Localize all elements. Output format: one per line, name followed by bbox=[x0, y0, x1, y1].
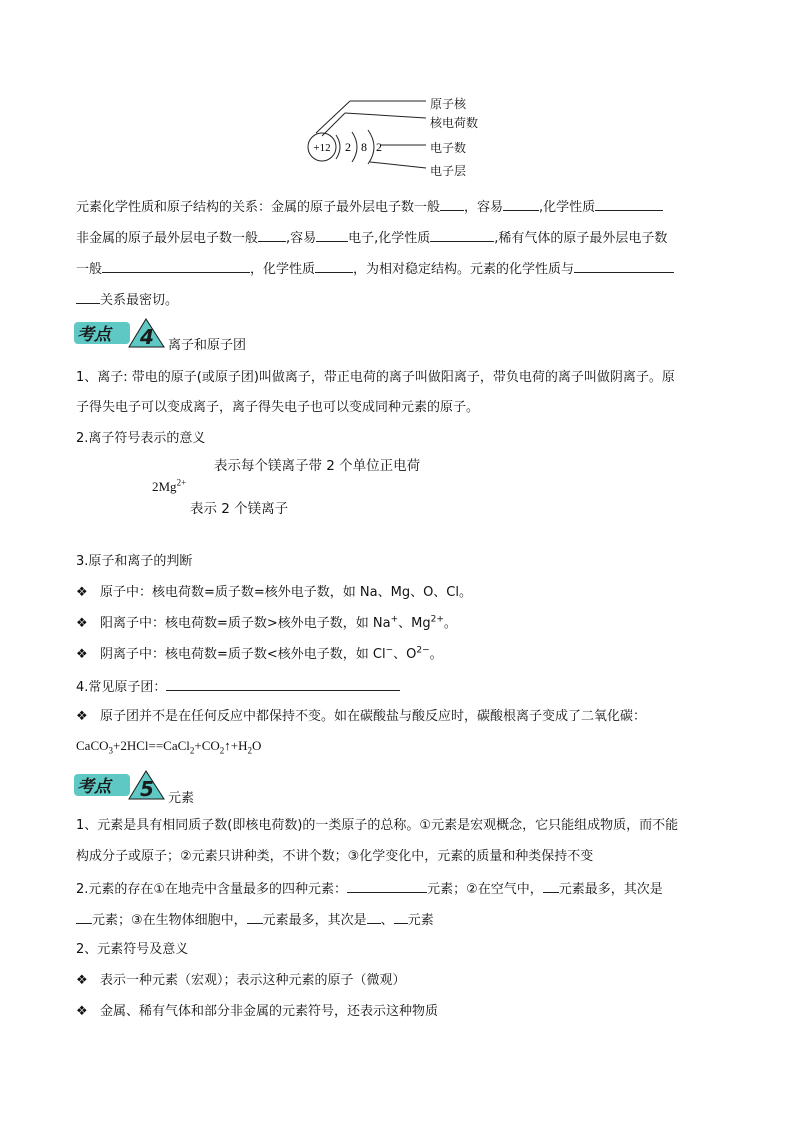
ion-symbol: $2Mg^{2+}$ bbox=[152, 477, 187, 494]
diamond-bullet-icon: ❖ bbox=[76, 709, 88, 724]
fill-blank[interactable] bbox=[367, 911, 381, 924]
ion-meaning-charge: 表示每个镁离子带 2 个单位正电荷 bbox=[214, 458, 421, 474]
label-electron-count: 电子数 bbox=[430, 141, 467, 155]
label-nuclear-charge: 核电荷数 bbox=[430, 116, 479, 130]
fill-blank[interactable] bbox=[574, 260, 674, 273]
kaodian-4-badge bbox=[74, 318, 166, 348]
diamond-bullet-icon: ❖ bbox=[76, 647, 88, 662]
chemical-equation: $CaCO_3+2HCl==CaCl_2+CO_2↑+H_2O$ bbox=[76, 738, 262, 756]
diamond-bullet-icon: ❖ bbox=[76, 585, 88, 600]
kp5-paragraph-2b: 元素；③在生物体细胞中， 元素最多，其次是 、 元素 bbox=[76, 911, 434, 929]
kp4-heading-4: 4.常见原子团： bbox=[76, 678, 400, 696]
kp4-paragraph-1a: 1、离子: 带电的原子(或原子团)叫做离子，带正电荷的离子叫做阳离子，带负电荷的离子叫做阴离子。原 bbox=[76, 370, 675, 385]
fill-blank[interactable] bbox=[595, 198, 663, 211]
kp5-paragraph-2a: 2.元素的存在①在地壳中含量最多的四种元素： 元素；②在空气中， 元素最多，其次是 bbox=[76, 882, 663, 897]
fill-blank[interactable] bbox=[76, 911, 92, 924]
ion-meaning-count: 表示 2 个镁离子 bbox=[190, 501, 289, 517]
fill-blank[interactable] bbox=[258, 229, 286, 242]
fill-blank[interactable] bbox=[440, 198, 464, 211]
fill-blank[interactable] bbox=[503, 198, 539, 211]
kp4-heading-3: 3.原子和离子的判断 bbox=[76, 554, 193, 569]
svg-text:4: 4 bbox=[140, 325, 154, 348]
kp4-paragraph-1b: 子得失电子可以变成离子，离子得失电子也可以变成同种元素的原子。 bbox=[76, 400, 480, 415]
kp4-bullet-cation: ❖ 阳离子中：核电荷数=质子数>核外电子数，如 Na+、$Mg^{2+}$。 bbox=[76, 614, 457, 631]
kp4-bullet-atom: ❖ 原子中：核电荷数=质子数=核外电子数，如 Na、Mg、O、Cl。 bbox=[76, 585, 472, 600]
kp5-title: 元素 bbox=[168, 791, 195, 806]
relation-line-1: 元素化学性质和原子结构的关系：金属的原子最外层电子数一般 ，容易 ,化学性质 bbox=[76, 198, 663, 216]
kp4-bullet-group: ❖ 原子团并不是在任何反应中都保持不变。如在碳酸盐与酸反应时，碳酸根离子变成了二氧化碳： bbox=[76, 709, 647, 724]
relation-line-2: 非金属的原子最外层电子数一般 ,容易 电子,化学性质 ,稀有气体的原子最外层电子数 bbox=[76, 231, 668, 246]
fill-blank[interactable] bbox=[102, 260, 250, 273]
relation-line-3: 一般 ，化学性质 ，为相对稳定结构。元素的化学性质与 bbox=[76, 260, 674, 278]
shell-count-3: 2 bbox=[376, 140, 382, 154]
fill-blank[interactable] bbox=[247, 911, 263, 924]
atom-structure-diagram bbox=[300, 90, 500, 180]
svg-text:考点: 考点 bbox=[77, 777, 111, 797]
fill-blank[interactable] bbox=[316, 229, 348, 242]
relation-line-4: 关系最密切。 bbox=[76, 291, 178, 309]
kp4-bullet-anion: ❖ 阴离子中：核电荷数=质子数<核外电子数，如 Cl−、$O^{2-}$。 bbox=[76, 645, 443, 662]
fill-blank[interactable] bbox=[315, 260, 353, 273]
kp5-paragraph-1b: 构成分子或原子；②元素只讲种类，不讲个数；③化学变化中，元素的质量和种类保持不变 bbox=[76, 849, 594, 864]
svg-text:5: 5 bbox=[140, 777, 154, 800]
kaodian-5-badge bbox=[74, 770, 166, 800]
kp5-bullet-meaning: ❖ 表示一种元素（宏观）；表示这种元素的原子（微观） bbox=[76, 973, 406, 988]
fill-blank[interactable] bbox=[394, 911, 408, 924]
fill-blank[interactable] bbox=[430, 229, 494, 242]
kp5-bullet-substance: ❖ 金属、稀有气体和部分非金属的元素符号，还表示这种物质 bbox=[76, 1004, 439, 1019]
shell-count-2: 8 bbox=[361, 140, 367, 154]
svg-text:考点: 考点 bbox=[77, 325, 111, 345]
label-electron-shell: 电子层 bbox=[430, 164, 467, 178]
fill-blank[interactable] bbox=[543, 880, 559, 893]
kp4-heading-2: 2.离子符号表示的意义 bbox=[76, 431, 206, 446]
kp4-title: 离子和原子团 bbox=[168, 338, 247, 353]
shell-count-1: 2 bbox=[345, 140, 351, 154]
label-nucleus: 原子核 bbox=[430, 97, 467, 111]
kp5-heading-3: 2、元素符号及意义 bbox=[76, 942, 189, 957]
fill-blank[interactable] bbox=[76, 291, 100, 304]
fill-blank[interactable] bbox=[347, 880, 427, 893]
diamond-bullet-icon: ❖ bbox=[76, 1004, 88, 1019]
kp5-paragraph-1a: 1、元素是具有相同质子数(即核电荷数)的一类原子的总称。①元素是宏观概念，它只能组成物质，而不能 bbox=[76, 818, 679, 833]
fill-blank[interactable] bbox=[166, 678, 400, 691]
diamond-bullet-icon: ❖ bbox=[76, 616, 88, 631]
nucleus-charge: +12 bbox=[313, 142, 331, 154]
diamond-bullet-icon: ❖ bbox=[76, 973, 88, 988]
